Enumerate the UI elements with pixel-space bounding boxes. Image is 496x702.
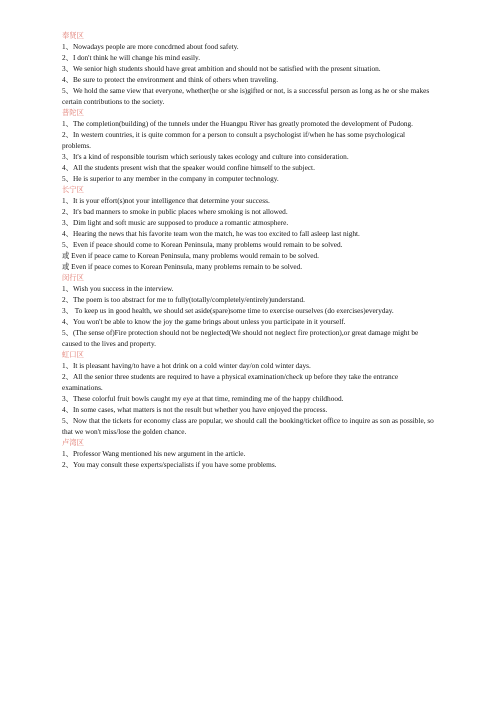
list-item: 1、Professor Wang mentioned his new argument in the article. bbox=[62, 449, 246, 458]
list-item: 4、Hearing the news that his favorite team won the match, he was too excited to fall asleep last night. bbox=[62, 229, 360, 238]
section-fengxian bbox=[62, 30, 434, 107]
list-item: 2、You may consult these experts/specialists if you have some problems. bbox=[62, 460, 277, 469]
list-item: 5、He is superior to any member in the company in computer technology. bbox=[62, 174, 279, 183]
section-heading: 普陀区 bbox=[62, 108, 84, 117]
list-item: 2、In western countries, it is quite common for a person to consult a psychologist if/when he has some psychological problems. bbox=[62, 130, 406, 150]
list-item: 5、Now that the tickets for economy class are popular, we should call the booking/ticket office to inquire as son as possible, so that we won't miss/lose the golden chance. bbox=[62, 416, 434, 436]
section-changning bbox=[62, 184, 434, 272]
list-item: 2、All the senior three students are required to have a physical examination/check up before they take the entrance examinations. bbox=[62, 372, 399, 392]
list-item: 4、Be sure to protect the environment and think of others when traveling. bbox=[62, 75, 279, 84]
list-item: 1、It is pleasant having/to have a hot drink on a cold winter day/on cold winter days. bbox=[62, 361, 311, 370]
list-item: 或 Even if peace comes to Korean Peninsula, many problems remain to be solved. bbox=[62, 262, 303, 271]
section-heading: 卢湾区 bbox=[62, 438, 84, 447]
section-putuo bbox=[62, 107, 434, 184]
section-heading: 虹口区 bbox=[62, 350, 84, 359]
section-hongkou bbox=[62, 349, 434, 437]
list-item: 3、These colorful fruit bowls caught my eye at that time, reminding me of the happy childhood. bbox=[62, 394, 344, 403]
list-item: 3、We senior high students should have great ambition and should not be satisfied with the present situation. bbox=[62, 64, 381, 73]
list-item: 5、Even if peace should come to Korean Peninsula, many problems would remain to be solved. bbox=[62, 240, 343, 249]
list-item: 5、We hold the same view that everyone, whether(he or she is)gifted or not, is a successful person as long as he or she makes certain contributions to the society. bbox=[62, 86, 430, 106]
list-item: 3、Dim light and soft music are supposed to produce a romantic atmosphere. bbox=[62, 218, 289, 227]
list-item: 1、The completion(building) of the tunnels under the Huangpu River has greatly promoted the development of Pudong. bbox=[62, 119, 413, 128]
section-luwan bbox=[62, 437, 434, 470]
list-item: 4、You won't be able to know the joy the game brings about unless you participate in it yourself. bbox=[62, 317, 346, 326]
list-item: 2、The poem is too abstract for me to fully(totally/completely/entirely)understand. bbox=[62, 295, 305, 304]
list-item: 2、I don't think he will change his mind easily. bbox=[62, 53, 201, 62]
list-item: 3、It's a kind of responsible tourism which seriously takes ecology and culture into consideration. bbox=[62, 152, 349, 161]
section-heading: 长宁区 bbox=[62, 185, 84, 194]
list-item: 5、(The sense of)Fire protection should not be neglected(We should not neglect fire protection),or great damage might be caused to the lives and property. bbox=[62, 328, 419, 348]
list-item: 4、All the students present wish that the speaker would confine himself to the subject. bbox=[62, 163, 315, 172]
section-minhang bbox=[62, 272, 434, 349]
list-item: 或 Even if peace came to Korean Peninsula, many problems would remain to be solved. bbox=[62, 251, 319, 260]
list-item: 2、It's bad manners to smoke in public places where smoking is not allowed. bbox=[62, 207, 288, 216]
list-item: 1、Wish you success in the interview. bbox=[62, 284, 174, 293]
list-item: 4、In some cases, what matters is not the result but whether you have enjoyed the process. bbox=[62, 405, 328, 414]
section-heading: 奉贤区 bbox=[62, 31, 84, 40]
section-heading: 闵行区 bbox=[62, 273, 84, 282]
list-item: 1、It is your effort(s)not your intelligence that determine your success. bbox=[62, 196, 270, 205]
list-item: 1、Nowadays people are more concdrned about food safety. bbox=[62, 42, 239, 51]
document-page bbox=[62, 30, 434, 470]
list-item: 3、 To keep us in good health, we should set aside(spare)some time to exercise ourselves (do exercises)everyday. bbox=[62, 306, 394, 315]
